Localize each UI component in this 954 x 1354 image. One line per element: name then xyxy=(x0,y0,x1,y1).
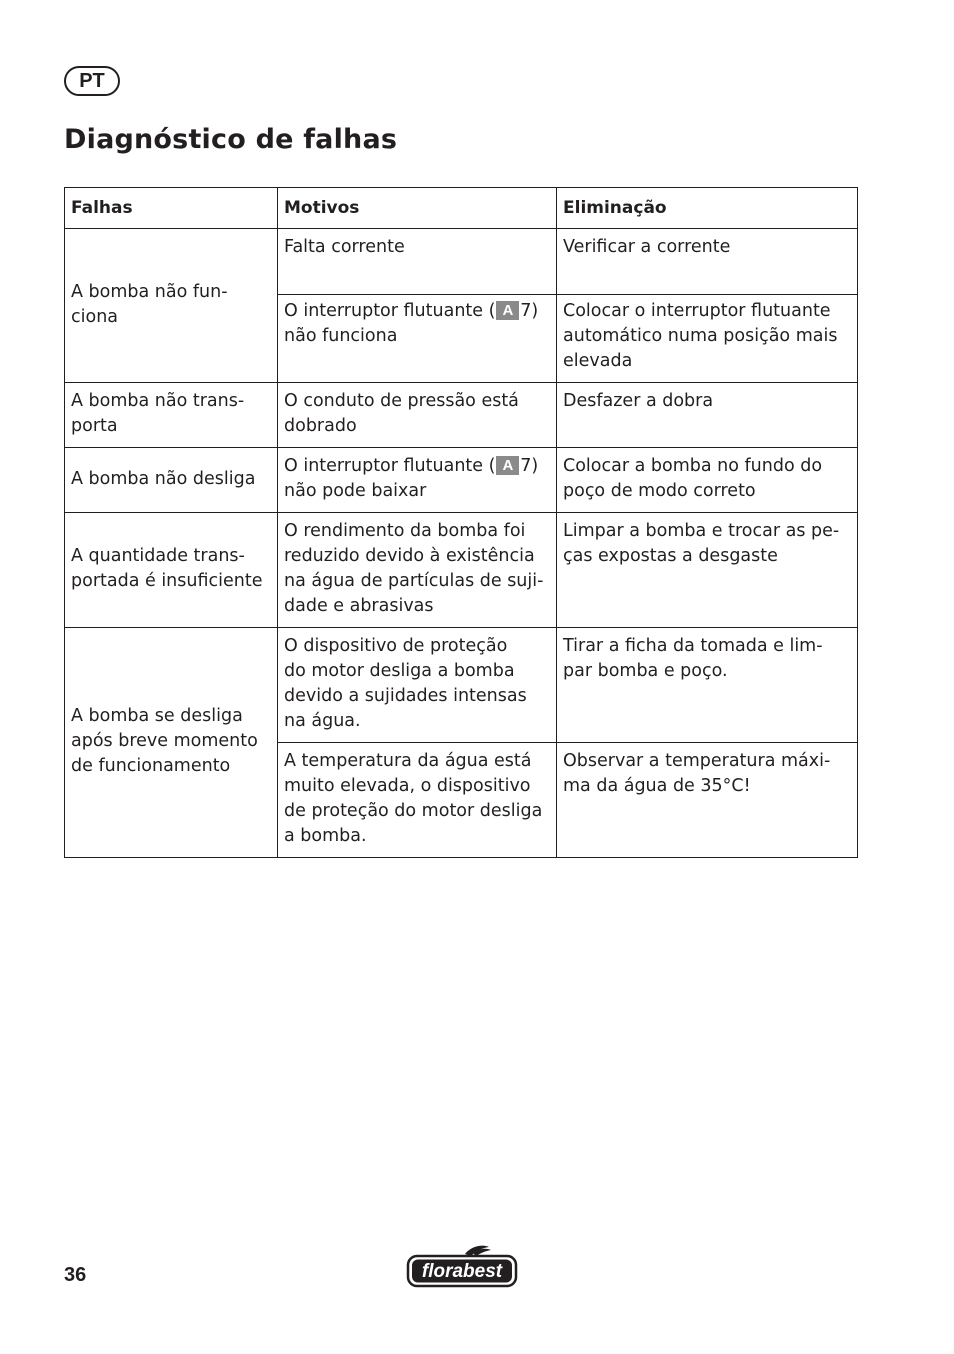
table-row xyxy=(65,628,858,743)
troubleshooting-table xyxy=(64,187,858,858)
remedy-cell: Tirar a ficha da tomada e lim- par bomba e poço. xyxy=(557,628,858,743)
cause-cell: Falta corrente xyxy=(278,229,557,295)
column-header-faults: Falhas xyxy=(65,188,278,229)
table-row xyxy=(65,513,858,628)
fault-cell: A bomba não desliga xyxy=(65,448,278,513)
cause-text: O interruptor flutuante ( xyxy=(284,301,496,321)
remedy-cell: Verificar a corrente xyxy=(557,229,858,295)
cause-cell: A temperatura da água está muito elevada, o dispositivo de proteção do motor desliga a bomba. xyxy=(278,743,557,858)
remedy-cell: Colocar o interruptor flutuante automático numa posição mais elevada xyxy=(557,295,858,383)
figure-a-icon: A xyxy=(496,456,519,475)
remedy-cell: Colocar a bomba no fundo do poço de modo correto xyxy=(557,448,858,513)
column-header-causes: Motivos xyxy=(278,188,557,229)
florabest-logo xyxy=(405,1244,519,1290)
cause-cell xyxy=(278,295,557,383)
cause-text: 7) não pode baixar xyxy=(284,456,539,501)
cause-text: O interruptor flutuante ( xyxy=(284,456,496,476)
table-row xyxy=(65,383,858,448)
remedy-cell: Desfazer a dobra xyxy=(557,383,858,448)
remedy-cell: Observar a temperatura máxi- ma da água de 35°C! xyxy=(557,743,858,858)
cause-cell: O rendimento da bomba foi reduzido devido à existência na água de partículas de suji- dade e abrasivas xyxy=(278,513,557,628)
figure-a-icon: A xyxy=(496,301,519,320)
column-header-remedies: Eliminação xyxy=(557,188,858,229)
cause-cell xyxy=(278,448,557,513)
page-number: 36 xyxy=(64,1264,87,1286)
page-title: Diagnóstico de falhas xyxy=(64,124,398,155)
remedy-cell: Limpar a bomba e trocar as pe- ças expostas a desgaste xyxy=(557,513,858,628)
cause-cell: O conduto de pressão está dobrado xyxy=(278,383,557,448)
cause-text: 7) não funciona xyxy=(284,301,539,346)
language-badge: PT xyxy=(64,66,120,96)
fault-cell: A bomba se desliga após breve momento de funcionamento xyxy=(65,628,278,858)
fault-cell: A bomba não fun- ciona xyxy=(65,229,278,383)
svg-text:florabest: florabest xyxy=(421,1261,503,1282)
table-row xyxy=(65,448,858,513)
fault-cell: A bomba não trans- porta xyxy=(65,383,278,448)
fault-cell: A quantidade trans- portada é insuficiente xyxy=(65,513,278,628)
table-row xyxy=(65,229,858,295)
cause-cell: O dispositivo de proteção do motor desliga a bomba devido a sujidades intensas na água. xyxy=(278,628,557,743)
table-header-row xyxy=(65,188,858,229)
